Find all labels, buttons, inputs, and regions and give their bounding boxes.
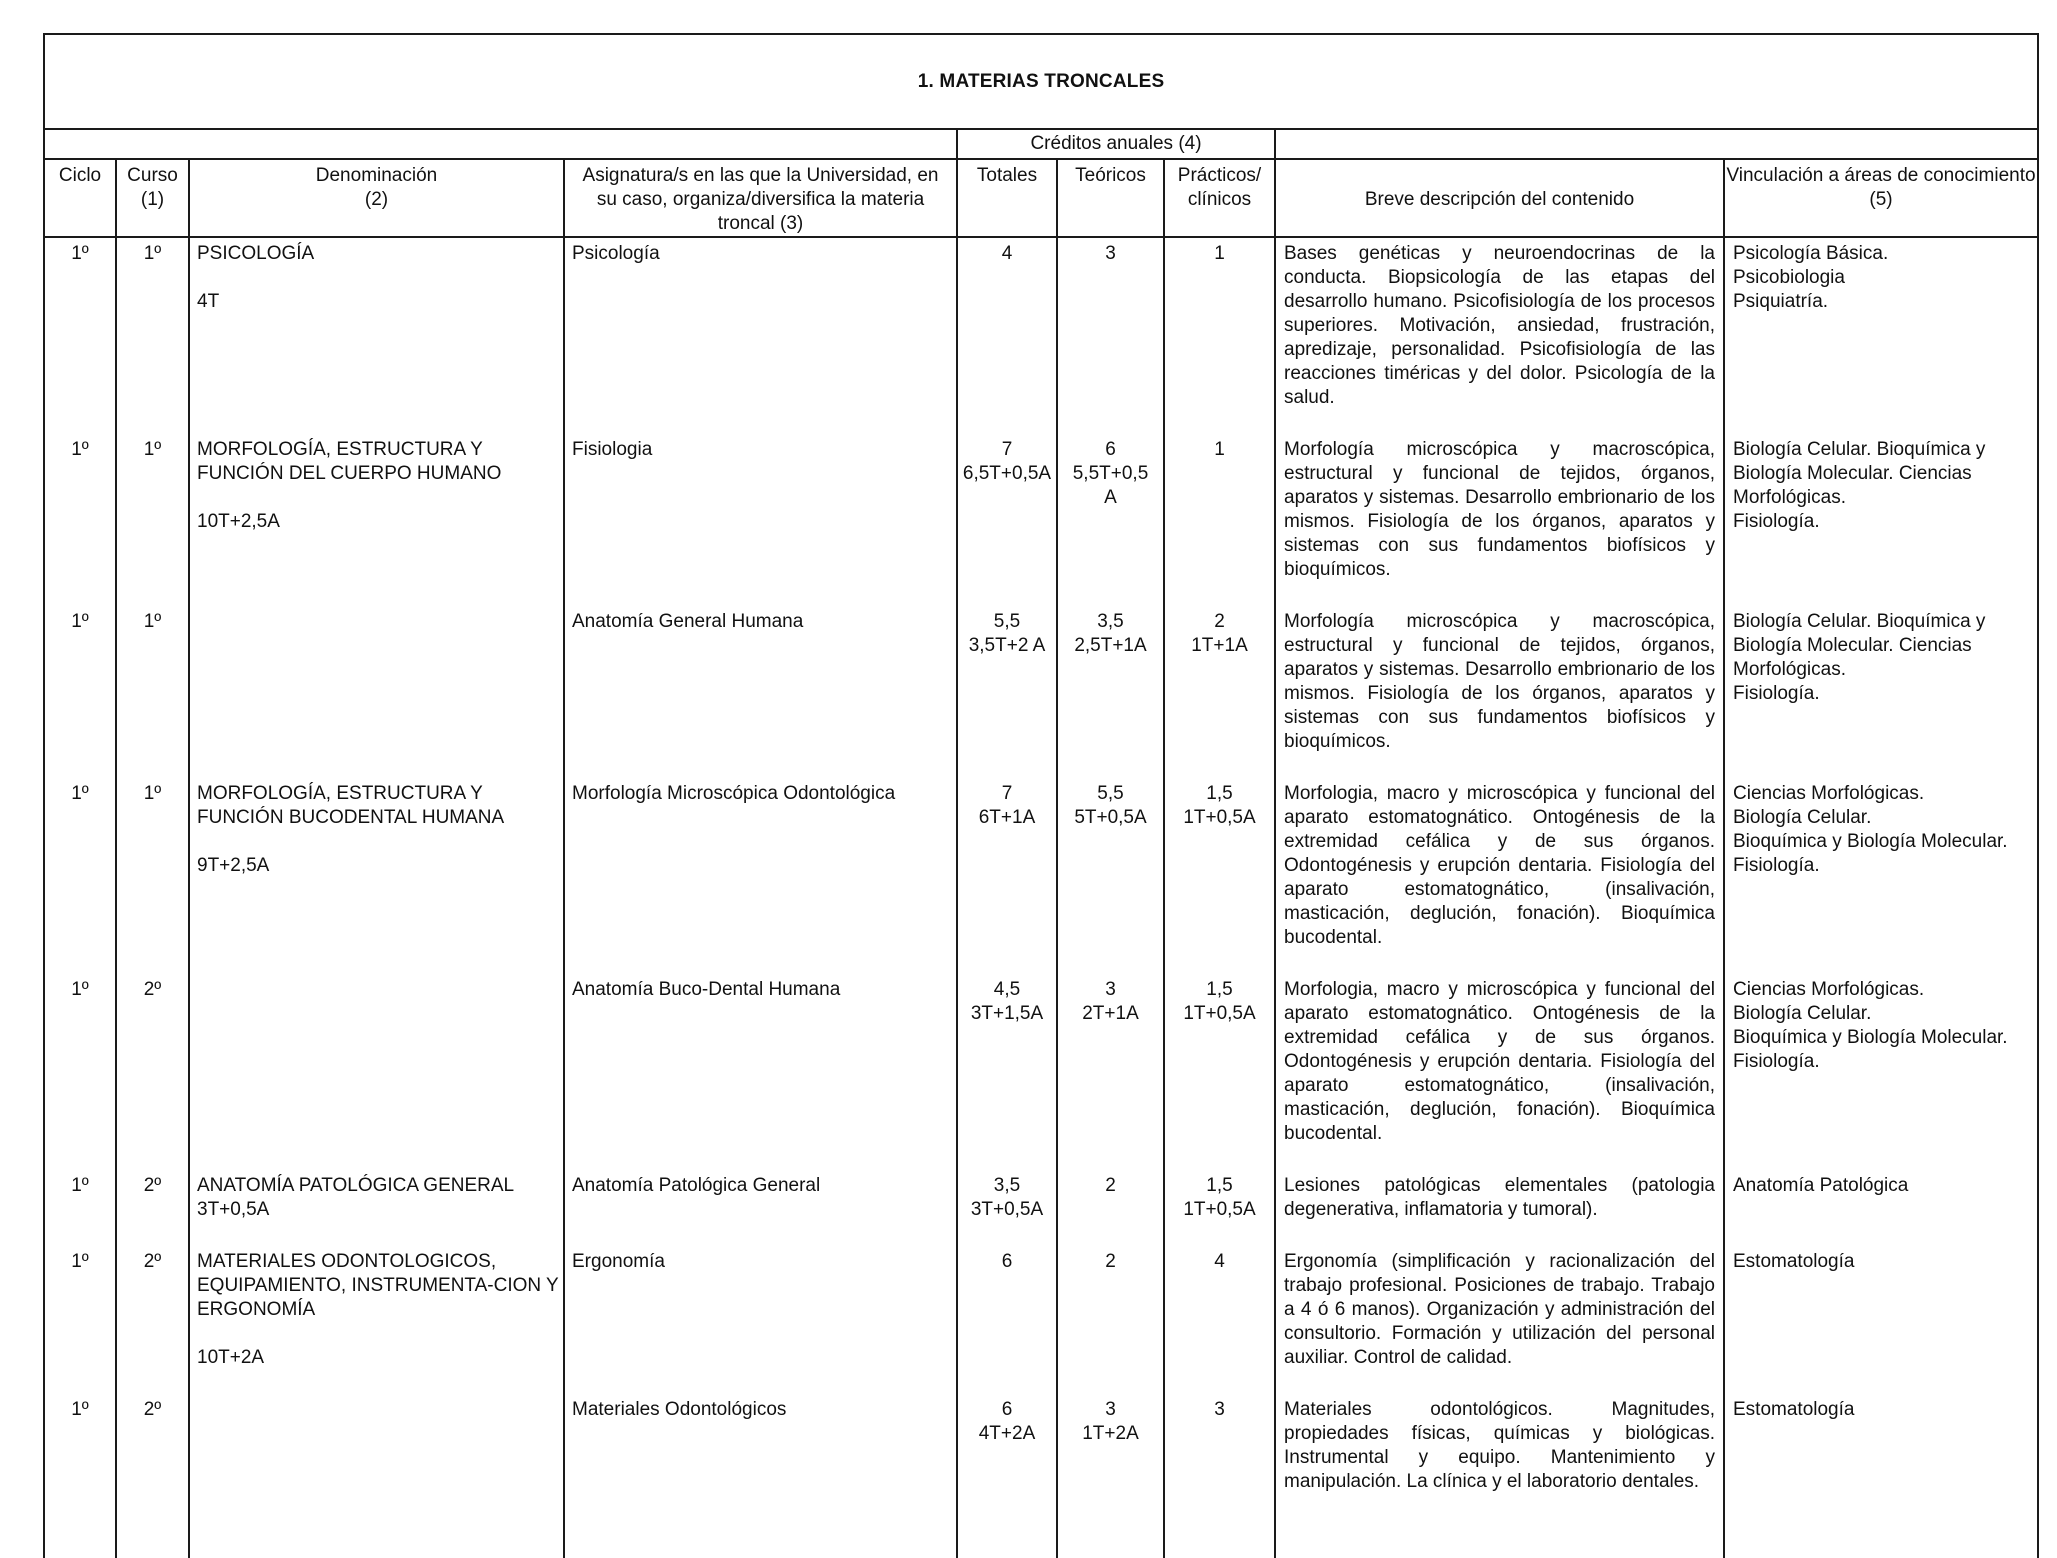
credits-header: Créditos anuales (4) [957,129,1275,159]
col-header-ciclo: Ciclo [44,159,116,237]
vinculacion-cell: Biología Celular. Bioquímica y Biología Molecular. Ciencias Morfológicas. Fisiología. [1724,434,2038,606]
denominacion-text: MORFOLOGÍA, ESTRUCTURA Y FUNCIÓN DEL CUERPO HUMANO [197,439,502,484]
curso-cell: 2º [116,1246,189,1394]
col-header-practicos: Prácticos/ clínicos [1164,159,1275,237]
curso-cell: 1º [116,434,189,606]
col-header-descripcion: Breve descripción del contenido [1275,159,1724,237]
ciclo-cell: 1º [44,1394,116,1558]
table-row [44,1170,2038,1246]
descripcion-cell: Ergonomía (simplificación y racionalización del trabajo profesional. Posiciones de trabajo. Trabajo a 4 ó 6 manos). Organización y administración del consultorio. Formación y utilización del personal auxiliar. Control de calidad. [1275,1246,1724,1394]
denominacion-cell [189,237,564,434]
ciclo-cell: 1º [44,778,116,974]
practicos-cell: 1,5 1T+0,5A [1164,778,1275,974]
table-row [44,606,2038,778]
table-row [44,1246,2038,1394]
teoricos-cell: 3,5 2,5T+1A [1057,606,1164,778]
totales-cell: 7 6T+1A [957,778,1057,974]
totales-cell: 7 6,5T+0,5A [957,434,1057,606]
ciclo-cell: 1º [44,974,116,1170]
ciclo-cell: 1º [44,1170,116,1246]
curso-cell: 2º [116,1170,189,1246]
teoricos-cell: 3 2T+1A [1057,974,1164,1170]
denominacion-text: MORFOLOGÍA, ESTRUCTURA Y FUNCIÓN BUCODENTAL HUMANA [197,783,505,828]
vinculacion-cell: Ciencias Morfológicas. Biología Celular. Bioquímica y Biología Molecular. Fisiología. [1724,778,2038,974]
header-spacer-right [1275,129,2038,159]
curso-cell: 1º [116,778,189,974]
descripcion-cell: Morfología microscópica y macroscópica, estructural y funcional de tejidos, órganos, aparatos y sistemas. Desarrollo embrionario de los mismos. Fisiología de los órganos, aparatos y sistemas con sus fundamentos biofísicos y bioquímicos. [1275,434,1724,606]
asignatura-cell: Anatomía Patológica General [564,1170,957,1246]
asignatura-cell: Ergonomía [564,1246,957,1394]
table-row [44,434,2038,606]
denominacion-cell [189,1170,564,1246]
denominacion-text: PSICOLOGÍA [197,243,315,264]
table-row [44,974,2038,1170]
teoricos-cell: 6 5,5T+0,5 A [1057,434,1164,606]
col-header-vinculacion: Vinculación a áreas de conocimiento (5) [1724,159,2038,237]
ciclo-cell: 1º [44,606,116,778]
descripcion-cell: Morfologia, macro y microscópica y funcional del aparato estomatognático. Ontogénesis de la extremidad cefálica y de sus órganos. Odontogénesis y erupción dentaria. Fisiología del aparato estomatognático, (insalivación, masticación, deglución, fonación). Bioquímica bucodental. [1275,778,1724,974]
vinculacion-cell: Anatomía Patológica [1724,1170,2038,1246]
denominacion-cell [189,434,564,606]
descripcion-cell: Bases genéticas y neuroendocrinas de la conducta. Biopsicología de las etapas del desarrollo humano. Psicofisiología de los procesos superiores. Motivación, ansiedad, frustración, apredizaje, personalidad. Psicofisiología de las reacciones timéricas y del dolor. Psicología de la salud. [1275,237,1724,434]
curso-cell: 1º [116,237,189,434]
practicos-cell: 4 [1164,1246,1275,1394]
practicos-cell: 2 1T+1A [1164,606,1275,778]
practicos-cell: 1 [1164,237,1275,434]
teoricos-cell: 5,5 5T+0,5A [1057,778,1164,974]
credit-code: 4T [197,291,220,312]
table-title: 1. MATERIAS TRONCALES [44,34,2038,129]
table-row [44,778,2038,974]
asignatura-cell: Anatomía General Humana [564,606,957,778]
curso-cell: 2º [116,1394,189,1558]
materias-troncales-table [43,33,2039,1558]
col-header-curso: Curso (1) [116,159,189,237]
col-header-teoricos: Teóricos [1057,159,1164,237]
curso-cell: 2º [116,974,189,1170]
descripcion-cell: Morfologia, macro y microscópica y funcional del aparato estomatognático. Ontogénesis de la extremidad cefálica y de sus órganos. Odontogénesis y erupción dentaria. Fisiología del aparato estomatognático, (insalivación, masticación, deglución, fonación). Bioquímica bucodental. [1275,974,1724,1170]
col-header-totales: Totales [957,159,1057,237]
vinculacion-cell: Psicología Básica. Psicobiologia Psiquiatría. [1724,237,2038,434]
practicos-cell: 1,5 1T+0,5A [1164,1170,1275,1246]
denominacion-cell [189,974,564,1170]
denominacion-cell [189,606,564,778]
asignatura-cell: Materiales Odontológicos [564,1394,957,1558]
teoricos-cell: 3 [1057,237,1164,434]
ciclo-cell: 1º [44,434,116,606]
totales-cell: 3,5 3T+0,5A [957,1170,1057,1246]
denominacion-text: ANATOMÍA PATOLÓGICA GENERAL 3T+0,5A [197,1175,515,1220]
teoricos-cell: 2 [1057,1246,1164,1394]
asignatura-cell: Morfología Microscópica Odontológica [564,778,957,974]
denominacion-cell [189,778,564,974]
descripcion-cell: Morfología microscópica y macroscópica, estructural y funcional de tejidos, órganos, aparatos y sistemas. Desarrollo embrionario de los mismos. Fisiología de los órganos, aparatos y sistemas con sus fundamentos biofísicos y bioquímicos. [1275,606,1724,778]
descripcion-cell: Lesiones patológicas elementales (patologia degenerativa, inflamatoria y tumoral). [1275,1170,1724,1246]
ciclo-cell: 1º [44,1246,116,1394]
totales-cell: 6 4T+2A [957,1394,1057,1558]
asignatura-cell: Psicología [564,237,957,434]
denominacion-cell [189,1394,564,1558]
ciclo-cell: 1º [44,237,116,434]
col-header-asignatura: Asignatura/s en las que la Universidad, en su caso, organiza/diversifica la materia troncal (3) [564,159,957,237]
credit-code: 9T+2,5A [197,855,270,876]
asignatura-cell: Fisiologia [564,434,957,606]
vinculacion-cell: Biología Celular. Bioquímica y Biología Molecular. Ciencias Morfológicas. Fisiología. [1724,606,2038,778]
curso-cell: 1º [116,606,189,778]
descripcion-cell: Materiales odontológicos. Magnitudes, propiedades físicas, químicas y biológicas. Instrumental y equipo. Mantenimiento y manipulación. La clínica y el laboratorio dentales. [1275,1394,1724,1558]
totales-cell: 4,5 3T+1,5A [957,974,1057,1170]
denominacion-cell [189,1246,564,1394]
denominacion-text: MATERIALES ODONTOLOGICOS, EQUIPAMIENTO, INSTRUMENTA-CION Y ERGONOMÍA [197,1251,559,1320]
practicos-cell: 1,5 1T+0,5A [1164,974,1275,1170]
teoricos-cell: 3 1T+2A [1057,1394,1164,1558]
practicos-cell: 3 [1164,1394,1275,1558]
col-header-denominacion: Denominación (2) [189,159,564,237]
vinculacion-cell: Estomatología [1724,1246,2038,1394]
table-row [44,237,2038,434]
header-spacer [44,129,957,159]
teoricos-cell: 2 [1057,1170,1164,1246]
table-row [44,1394,2038,1558]
credit-code: 10T+2A [197,1347,265,1368]
practicos-cell: 1 [1164,434,1275,606]
totales-cell: 5,5 3,5T+2 A [957,606,1057,778]
asignatura-cell: Anatomía Buco-Dental Humana [564,974,957,1170]
credit-code: 10T+2,5A [197,511,280,532]
totales-cell: 4 [957,237,1057,434]
vinculacion-cell: Ciencias Morfológicas. Biología Celular. Bioquímica y Biología Molecular. Fisiología. [1724,974,2038,1170]
vinculacion-cell: Estomatología [1724,1394,2038,1558]
totales-cell: 6 [957,1246,1057,1394]
